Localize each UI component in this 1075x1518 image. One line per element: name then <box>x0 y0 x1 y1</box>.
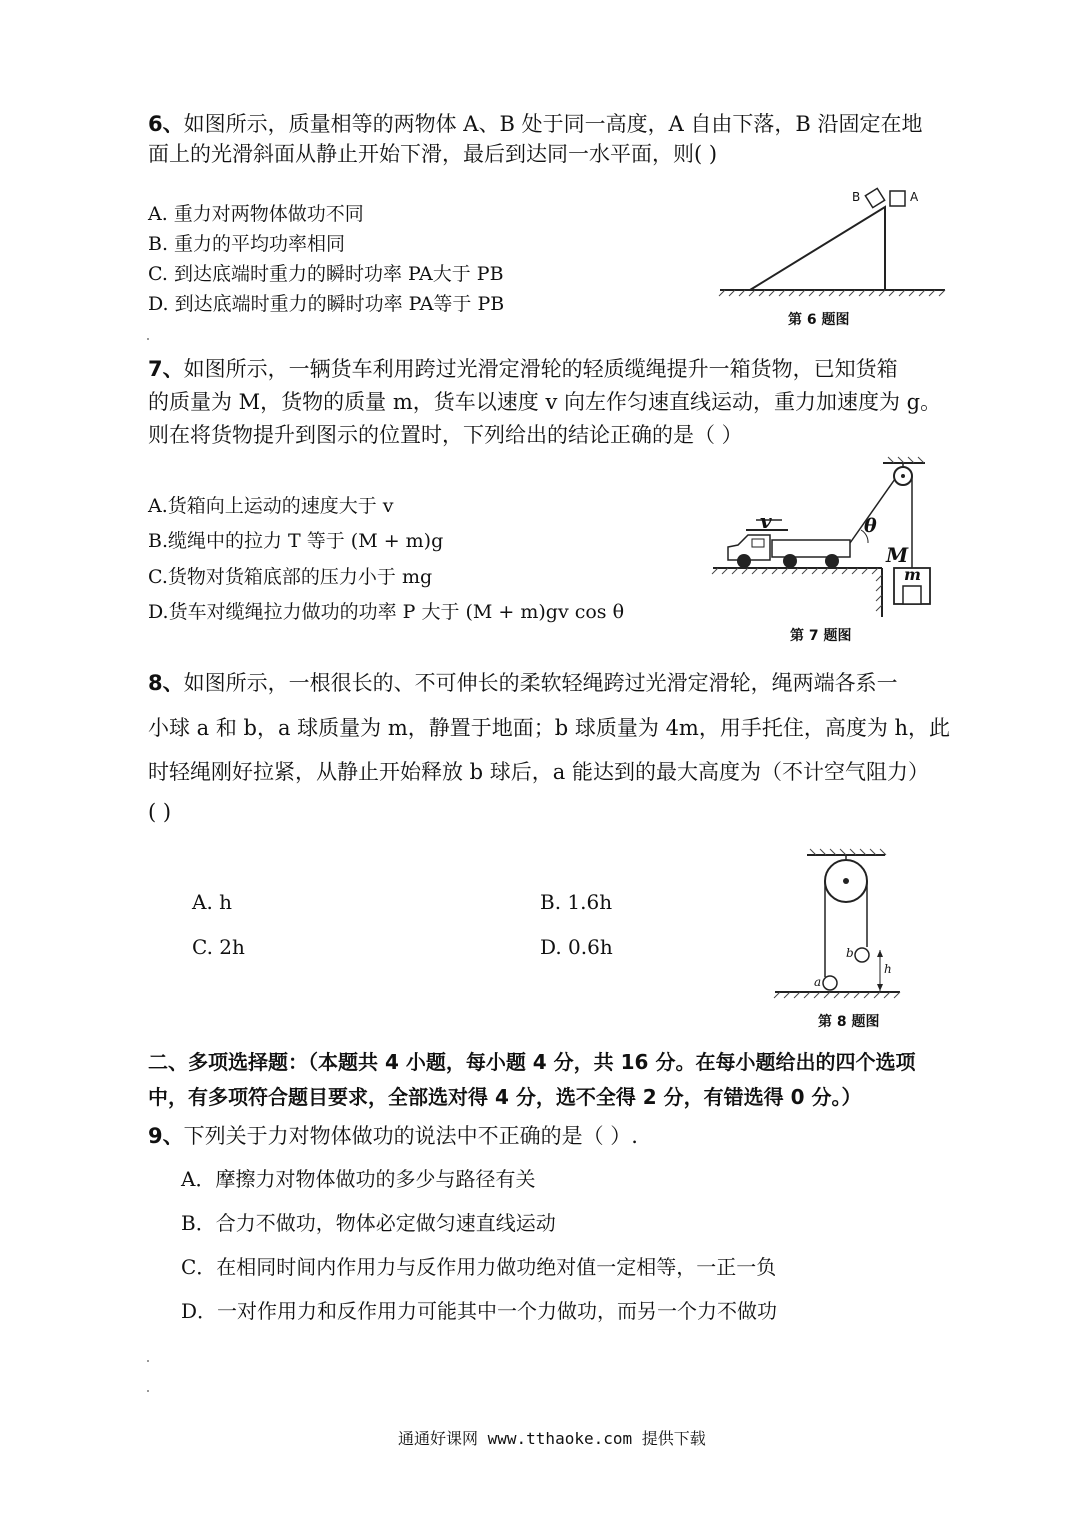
q9-option-d: D．一对作用力和反作用力可能其中一个力做功，而另一个力不做功 <box>181 1299 778 1323</box>
q6-line1 <box>148 108 923 138</box>
q6-option-c: C. 到达底端时重力的瞬时功率 PA大于 PB <box>148 263 504 285</box>
stray-dot <box>147 1360 149 1362</box>
q6-option-d: D. 到达底端时重力的瞬时功率 PA等于 PB <box>148 293 505 315</box>
q7-option-b: B.缆绳中的拉力 T 等于 (M + m)g <box>148 530 444 552</box>
q7-caption: 第 7 题图 <box>790 628 852 644</box>
q8-label-b: b <box>846 946 854 960</box>
q7-label-v: v <box>760 509 772 533</box>
q8-line4: ( ) <box>148 800 172 824</box>
q8-caption: 第 8 题图 <box>818 1014 880 1030</box>
q9-number: 9、 <box>148 1124 184 1148</box>
q6-option-a: A. 重力对两物体做功不同 <box>148 203 364 225</box>
q7-option-c: C.货物对货箱底部的压力小于 mg <box>148 566 433 588</box>
q7-line1-text: 如图所示，一辆货车利用跨过光滑定滑轮的轻质缆绳提升一箱货物，已知货箱 <box>183 357 898 381</box>
q6-caption: 第 6 题图 <box>788 312 850 328</box>
q8-option-a: A. h <box>192 890 233 914</box>
q8-label-h: h <box>884 962 892 976</box>
q9-stem <box>148 1120 638 1150</box>
q7-line2: 的质量为 M，货物的质量 m，货车以速度 v 向左作匀速直线运动，重力加速度为 g。 <box>148 390 942 414</box>
q8-option-c: C. 2h <box>192 935 245 959</box>
page-footer: 通通好课网 www.tthaoke.com 提供下载 <box>398 1429 706 1448</box>
q8-option-d: D. 0.6h <box>540 935 613 959</box>
section2-heading-line1: 二、多项选择题：（本题共 4 小题，每小题 4 分，共 16 分。在每小题给出的四个选项 <box>148 1050 916 1074</box>
q8-line2: 小球 a 和 b，a 球质量为 m，静置于地面；b 球质量为 4m，用手托住，高度为 h，此 <box>148 716 951 740</box>
q6-line1-text: 如图所示，质量相等的两物体 A、B 处于同一高度，A 自由下落，B 沿固定在地 <box>183 112 923 136</box>
q9-option-b: B．合力不做功，物体必定做匀速直线运动 <box>181 1211 556 1235</box>
q8-line1-text: 如图所示，一根很长的、不可伸长的柔软轻绳跨过光滑定滑轮，绳两端各系一 <box>183 671 898 695</box>
q7-line3: 则在将货物提升到图示的位置时，下列给出的结论正确的是（ ） <box>148 423 743 447</box>
stray-dot <box>147 338 149 340</box>
q6-option-b: B. 重力的平均功率相同 <box>148 233 346 255</box>
q8-number: 8、 <box>148 671 184 695</box>
q7-label-m: m <box>904 565 921 584</box>
q8-line1 <box>148 667 898 697</box>
q7-option-a: A.货箱向上运动的速度大于 v <box>148 495 394 517</box>
q7-line1 <box>148 353 898 383</box>
q7-figure <box>710 455 940 625</box>
section2-heading-line2: 中，有多项符合题目要求，全部选对得 4 分，选不全得 2 分，有错选得 0 分。） <box>148 1085 862 1109</box>
q6-number: 6、 <box>148 112 184 136</box>
q6-line2: 面上的光滑斜面从静止开始下滑，最后到达同一水平面，则( ) <box>148 142 718 166</box>
q6-figure <box>715 185 955 300</box>
q6-label-a: A <box>910 190 919 204</box>
q9-option-a: A．摩擦力对物体做功的多少与路径有关 <box>181 1167 536 1191</box>
q6-label-b: B <box>852 190 861 204</box>
stray-dot <box>147 1390 149 1392</box>
q9-option-c: C．在相同时间内作用力与反作用力做功绝对值一定相等，一正一负 <box>181 1255 777 1279</box>
q7-label-M: M <box>886 543 909 567</box>
q8-figure <box>770 845 900 1005</box>
q8-option-b: B. 1.6h <box>540 890 613 914</box>
q7-option-d: D.货车对缆绳拉力做功的功率 P 大于 (M + m)gv cos θ <box>148 601 625 623</box>
q8-label-a: a <box>814 975 822 989</box>
q7-label-theta: θ <box>864 515 877 537</box>
q7-number: 7、 <box>148 357 184 381</box>
q9-stem-text: 下列关于力对物体做功的说法中不正确的是（ ）. <box>183 1124 638 1148</box>
q8-line3: 时轻绳刚好拉紧，从静止开始释放 b 球后，a 能达到的最大高度为（不计空气阻力） <box>148 760 929 784</box>
